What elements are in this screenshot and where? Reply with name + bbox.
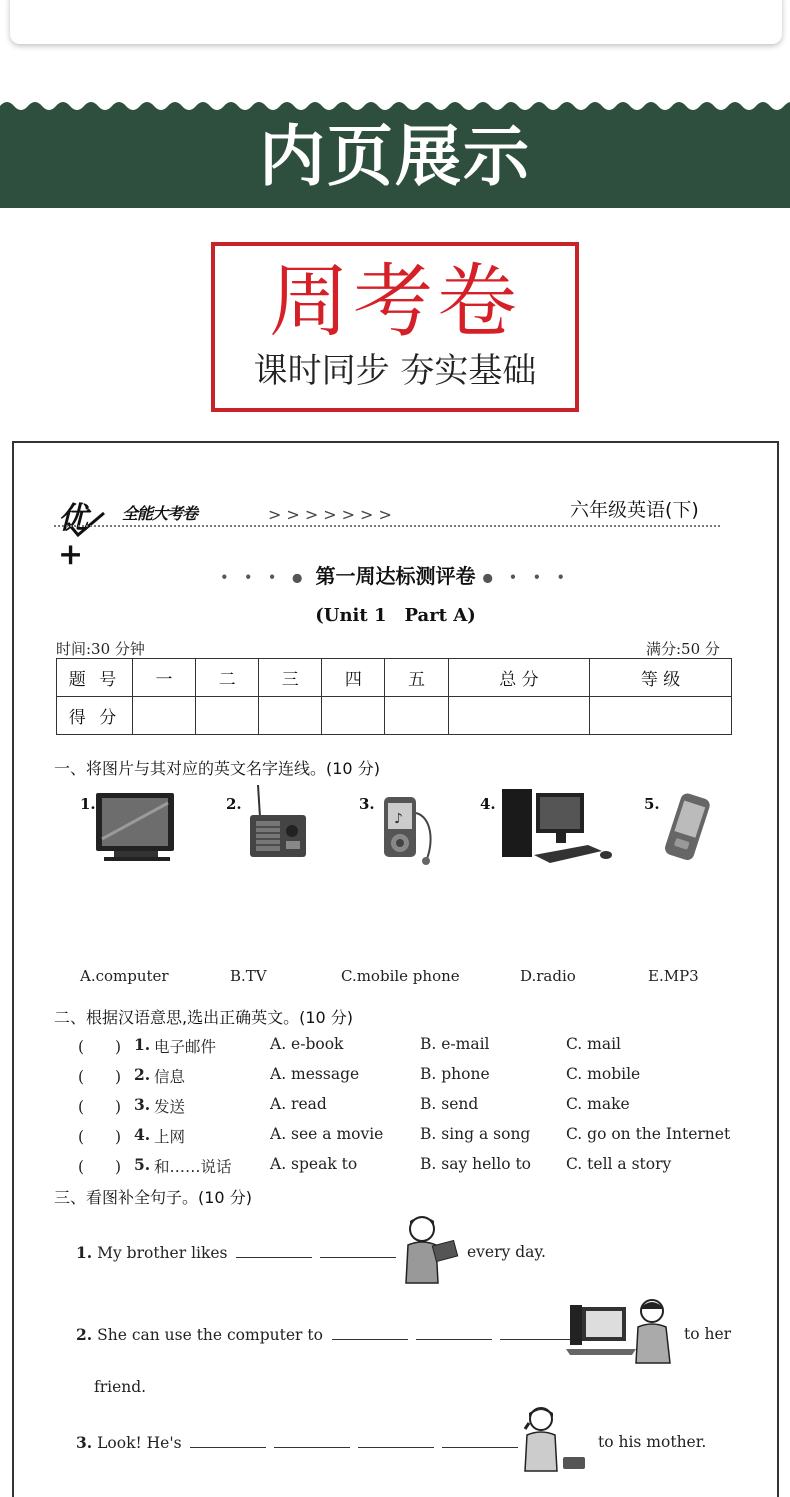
answer-blank[interactable] xyxy=(274,1434,350,1448)
option-c: C. make xyxy=(566,1095,630,1113)
option-c: C. mobile xyxy=(566,1065,641,1083)
option-a: A. message xyxy=(270,1065,360,1083)
mobile-phone-image xyxy=(660,791,716,865)
score-cell[interactable] xyxy=(448,697,590,735)
header-divider xyxy=(54,525,720,527)
girl-using-computer-image xyxy=(566,1297,678,1367)
weekly-exam-badge xyxy=(211,242,579,412)
score-cell[interactable] xyxy=(590,697,732,735)
sentence-3-end: to his mother. xyxy=(598,1433,707,1451)
item-number: 4. xyxy=(480,795,496,813)
table-cell: 五 xyxy=(385,659,448,697)
answer-blank[interactable] xyxy=(236,1244,312,1258)
section2-heading: 二、根据汉语意思,选出正确英文。(10 分) xyxy=(54,1008,354,1027)
table-cell: 三 xyxy=(259,659,322,697)
question-number: 5. xyxy=(134,1155,151,1174)
score-table xyxy=(56,658,732,735)
option-label: B.TV xyxy=(230,967,267,985)
option-a: A. see a movie xyxy=(270,1125,384,1143)
table-cell: 总 分 xyxy=(448,659,590,697)
chinese-term: 上网 xyxy=(154,1128,186,1146)
item-number: 3. xyxy=(359,795,375,813)
table-cell: 得 分 xyxy=(57,697,133,735)
table-cell: 等 级 xyxy=(590,659,732,697)
answer-paren[interactable]: ( ) xyxy=(78,1098,122,1116)
item-number: 1. xyxy=(80,795,96,813)
item-number: 2. xyxy=(226,795,242,813)
tv-image xyxy=(94,791,178,863)
score-cell[interactable] xyxy=(133,697,196,735)
option-b: B. e-mail xyxy=(420,1035,490,1053)
sentence-2 xyxy=(76,1325,580,1344)
score-table-header-row xyxy=(57,659,732,697)
option-c: C. mail xyxy=(566,1035,622,1053)
exam-title-text: 第一周达标测评卷 xyxy=(315,564,476,588)
table-cell: 二 xyxy=(196,659,259,697)
answer-paren[interactable]: ( ) xyxy=(78,1158,122,1176)
full-score: 满分:50 分 xyxy=(646,640,720,658)
score-cell[interactable] xyxy=(322,697,385,735)
item-number: 5. xyxy=(644,795,660,813)
mp3-image xyxy=(376,793,440,867)
check-icon xyxy=(66,511,106,537)
sentence-1-end: every day. xyxy=(467,1243,546,1261)
section3-heading: 三、看图补全句子。(10 分) xyxy=(54,1188,252,1207)
answer-blank[interactable] xyxy=(500,1326,576,1340)
option-b: B. say hello to xyxy=(420,1155,532,1173)
banner-title: 内页展示 xyxy=(259,118,531,195)
chinese-term: 和……说话 xyxy=(154,1158,232,1176)
chinese-term: 信息 xyxy=(154,1068,186,1086)
question-number: 1. xyxy=(134,1035,151,1054)
score-cell[interactable] xyxy=(259,697,322,735)
sentence-3 xyxy=(76,1433,522,1452)
boy-reading-ebook-image xyxy=(398,1213,468,1287)
option-label: C.mobile phone xyxy=(341,967,460,985)
answer-blank[interactable] xyxy=(416,1326,492,1340)
section1-heading: 一、将图片与其对应的英文名字连线。(10 分) xyxy=(54,759,380,778)
option-c: C. tell a story xyxy=(566,1155,672,1173)
score-cell[interactable] xyxy=(196,697,259,735)
option-b: B. send xyxy=(420,1095,479,1113)
option-label: A.computer xyxy=(80,967,169,985)
top-card xyxy=(10,0,782,44)
option-label: E.MP3 xyxy=(648,967,699,985)
sentence-2-continuation: friend. xyxy=(94,1378,147,1396)
boy-on-phone-image xyxy=(519,1405,593,1475)
option-a: A. e-book xyxy=(270,1035,344,1053)
exam-paper-page xyxy=(12,441,779,1497)
question-number: 3. xyxy=(76,1433,93,1452)
option-label: D.radio xyxy=(520,967,576,985)
question-number: 4. xyxy=(134,1125,151,1144)
table-cell: 四 xyxy=(322,659,385,697)
chinese-term: 发送 xyxy=(154,1098,186,1116)
option-b: B. phone xyxy=(420,1065,490,1083)
question-number: 1. xyxy=(76,1243,93,1262)
answer-paren[interactable]: ( ) xyxy=(78,1068,122,1086)
answer-blank[interactable] xyxy=(442,1434,518,1448)
time-limit: 时间:30 分钟 xyxy=(56,640,145,658)
option-a: A. read xyxy=(270,1095,327,1113)
option-a: A. speak to xyxy=(270,1155,358,1173)
header-arrows: >>>>>>> xyxy=(268,505,397,524)
dots-decoration-right: ● • • • xyxy=(482,570,571,585)
exam-unit: (Unit 1 Part A) xyxy=(315,605,476,626)
answer-paren[interactable]: ( ) xyxy=(78,1128,122,1146)
option-b: B. sing a song xyxy=(420,1125,531,1143)
chinese-term: 电子邮件 xyxy=(154,1038,217,1056)
question-number: 2. xyxy=(134,1065,151,1084)
badge-subtitle: 课时同步 夯实基础 xyxy=(253,351,537,391)
table-cell: 题 号 xyxy=(57,659,133,697)
score-table-score-row xyxy=(57,697,732,735)
answer-blank[interactable] xyxy=(190,1434,266,1448)
question-number: 3. xyxy=(134,1095,151,1114)
grade-label: 六年级英语(下) xyxy=(570,499,699,521)
score-cell[interactable] xyxy=(385,697,448,735)
option-c: C. go on the Internet xyxy=(566,1125,731,1143)
answer-blank[interactable] xyxy=(358,1434,434,1448)
computer-image xyxy=(498,787,618,867)
question-number: 2. xyxy=(76,1325,93,1344)
logo-mark: 优+ xyxy=(58,501,88,572)
dots-decoration-left: • • • ● xyxy=(220,570,309,585)
sentence-text: Look! He's xyxy=(97,1434,182,1452)
svg-text:♪: ♪ xyxy=(394,811,403,827)
answer-paren[interactable]: ( ) xyxy=(78,1038,122,1056)
answer-blank[interactable] xyxy=(332,1326,408,1340)
answer-blank[interactable] xyxy=(320,1244,396,1258)
sentence-1 xyxy=(76,1243,400,1262)
sentence-text: She can use the computer to xyxy=(97,1326,323,1344)
badge-title: 周考卷 xyxy=(269,255,521,348)
sentence-text: My brother likes xyxy=(97,1244,228,1262)
series-name: 全能大考卷 xyxy=(122,504,198,523)
radio-image xyxy=(246,783,310,863)
sentence-2-end: to her xyxy=(684,1325,732,1343)
exam-title xyxy=(14,560,777,589)
table-cell: 一 xyxy=(133,659,196,697)
